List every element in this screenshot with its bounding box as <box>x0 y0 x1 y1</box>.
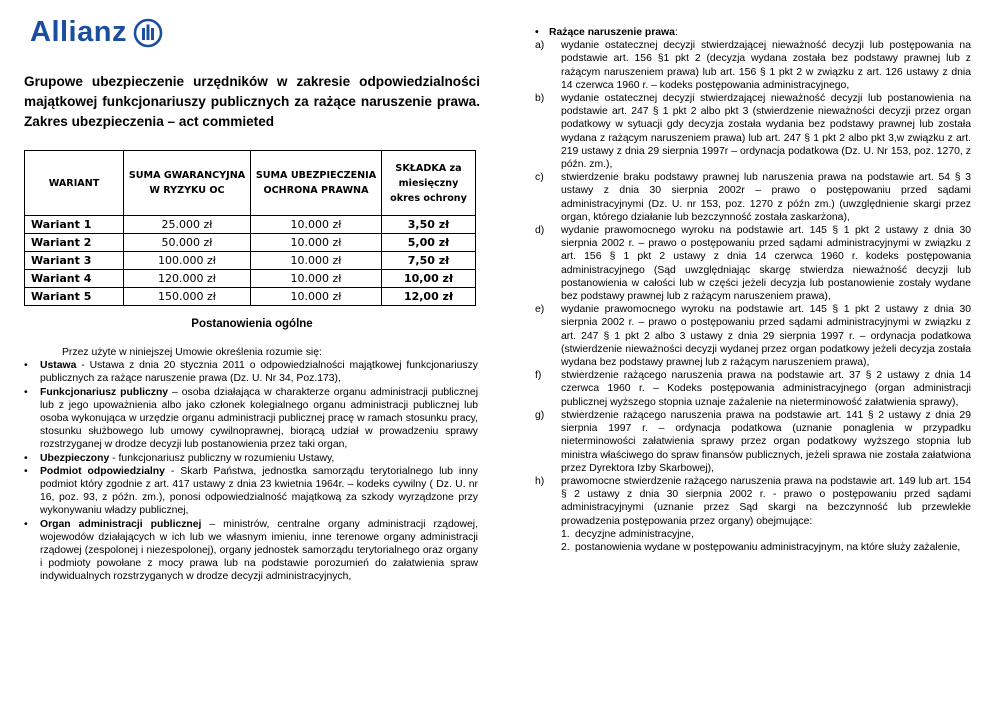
section-title: Postanowienia ogólne <box>191 318 313 330</box>
list-item <box>535 92 971 171</box>
list-item <box>24 359 478 385</box>
definition-text: - funkcjonariusz publiczny w rozumieniu Ustawy, <box>109 452 335 464</box>
premium: 7,50 zł <box>382 252 476 270</box>
item-label: a) <box>535 40 545 52</box>
variants-table <box>24 150 476 306</box>
violations-column <box>535 26 971 554</box>
header-skladka: SKŁADKA za miesięczny okres ochrony <box>382 151 476 216</box>
sum-oc: 120.000 zł <box>124 270 251 288</box>
list-item <box>24 518 478 584</box>
bullet-icon: • <box>24 452 28 464</box>
variant-name: Wariant 4 <box>25 270 124 288</box>
brand-name: Allianz <box>30 16 127 48</box>
bullet-icon: • <box>24 386 28 398</box>
item-text: stwierdzenie braku podstawy prawnej lub naruszenia prawa na podstawie art. 54 § 3 ustawy z dnia 30 sierpnia 2002r – prawo o postępowaniu przed sądami administracyjnymi (Dz. U. nr 153, poz. 1270 z późn zm.) (uwzględnienie skargi przez organ, którego działanie lub bezczynność została zaskarżona), <box>561 172 971 223</box>
table-header-row <box>25 151 476 216</box>
allianz-logo <box>30 16 163 49</box>
list-item <box>535 369 971 409</box>
header-suma-gwarancyjna: SUMA GWARANCYJNA W RYZYKU OC <box>124 151 251 216</box>
item-label: b) <box>535 93 545 105</box>
violations-heading <box>535 26 971 39</box>
item-label: c) <box>535 172 544 184</box>
item-text: wydanie ostatecznej decyzji stwierdzającej nieważność decyzji lub postanowienia na podstawie art. 247 § 1 pkt 2 albo pkt 3 (stwierdzenie nieważności decyzji przez organ podatkowy w sytuacji gdy decyzja została wydania bez podstawy prawnej lub została wydana z rażącym naruszeniem prawa) lub art. 247 § 1 pkt 2 albo pkt 3,w związku z art. 219 ustawy z dnia 29 sierpnia 1997r – ordynacja podatkowa (Dz. U. Nr 153, poz. 1270, z późn. zm.), <box>561 93 971 171</box>
list-item <box>535 171 971 224</box>
sum-oc: 25.000 zł <box>124 216 251 234</box>
variant-name: Wariant 1 <box>25 216 124 234</box>
list-item <box>535 39 971 92</box>
sum-legal: 10.000 zł <box>251 216 382 234</box>
list-item <box>535 475 971 554</box>
bullet-icon: • <box>24 360 28 372</box>
sub-item-text: decyzjne administracyjne, <box>575 528 694 540</box>
premium: 5,00 zł <box>382 234 476 252</box>
definition-text: – ministrów, centralne organy administracji rządowej, wojewodów działających w ich lub we własnym imieniu, inne terenowe organy administracji rządowej (zespolonej i niezespolonej), organy jednostek samorządu terytorialnego oraz organy i podmioty powołane z mocy prawa lub na podstawie porozumień do załatwienia spraw indywidualnych rozstrzyganych w drodze decyzji administracyjnych, <box>40 518 478 583</box>
item-label: g) <box>535 409 545 421</box>
definition-text: - Skarb Państwa, jednostka samorządu terytorialnego lub inny podmiot który zgodnie z art. 417 ustawy z dnia 23 kwietnia 1964r. – kodeks cywilny ( Dz. U. nr 16, poz. 93, z późn. zm.), ponosi odpowiedzialność majątkową za szkody wyrządzone przy wykonywaniu władzy publicznej, <box>40 465 478 517</box>
definition-text: – osoba działająca w charakterze organu administracji publicznej lub z jego upoważnienia albo jako członek kolegialnego organu administracji publicznej lub osoba wykonująca w urzędzie organu administracji publicznej pracę w ramach stosunku pracy, stosunku służbowego lub umowy cywilnoprawnej, biorącą udział w prowadzeniu sprawy rozstrzyganej w drodze decyzji lub postanowienia przez taki organ, <box>40 386 478 451</box>
item-text: wydanie prawomocnego wyroku na podstawie art. 145 § 1 pkt 2 ustawy z dnia 30 sierpnia 2002 r. – prawo o postępowaniu przed sądami administracyjnymi w związku z art. 247 § 1 pkt 2 albo 3 ustawy z dnia 29 sierpnia 1997 r. – ordynacja podatkowa (stwierdzenie nieważności decyzji wydanej przez organ podatkowy jeżeli decyzja została wydana bez podstawy prawnej lub z rażącym naruszeniem prawa), <box>561 304 971 369</box>
document-title-block <box>24 72 480 132</box>
sum-legal: 10.000 zł <box>251 234 382 252</box>
document-title: Grupowe ubezpieczenie urzędników w zakresie odpowiedzialności majątkowej funkcjonariuszy publicznych za rażące naruszenie prawa. Zakres ubezpieczenia – act commieted <box>24 74 480 129</box>
list-item <box>24 465 478 518</box>
definition-term: Ustawa <box>40 360 77 372</box>
header-suma-ubezpieczenia: SUMA UBEZPIECZENIA OCHRONA PRAWNA <box>251 151 382 216</box>
definition-text: - Ustawa z dnia 20 stycznia 2011 o odpowiedzialności majątkowej funkcjonariuszy publicznych za rażące naruszenie prawa (Dz. U. Nr 34, Poz.173), <box>40 360 478 385</box>
item-label: h) <box>535 475 545 487</box>
variant-name: Wariant 2 <box>25 234 124 252</box>
sub-item-label: 1. <box>561 528 570 540</box>
sum-legal: 10.000 zł <box>251 252 382 270</box>
definitions-intro: Przez użyte w niniejszej Umowie określenia rozumie się: <box>62 347 322 358</box>
table-row <box>25 234 476 252</box>
variant-name: Wariant 5 <box>25 288 124 306</box>
definitions-block <box>24 346 478 584</box>
list-item <box>535 409 971 475</box>
header-wariant: WARIANT <box>25 151 124 216</box>
violations-heading-colon: : <box>674 27 678 38</box>
sum-oc: 100.000 zł <box>124 252 251 270</box>
sum-oc: 50.000 zł <box>124 234 251 252</box>
item-label: d) <box>535 225 545 237</box>
item-text: stwierdzenie rażącego naruszenia prawa na podstawie art. 37 § 2 ustawy z dnia 14 czerwca 1960 r. – Kodeks postępowania administracyjnego (organ administracji publicznej wyższego stopnia uznaje zażalenie na nieterminowość załatwienia sprawy), <box>561 370 971 408</box>
list-item <box>535 224 971 303</box>
bullet-icon: • <box>535 27 539 38</box>
premium: 10,00 zł <box>382 270 476 288</box>
bullet-icon: • <box>24 465 28 477</box>
item-text: stwierdzenie rażącego naruszenia prawa na podstawie art. 141 § 2 ustawy z dnia 29 sierpnia 1997 r. – ordynacja podatkowa (uznanie ponaglenia w przypadku nieterminowości załatwienia sprawy przez organ podatkowy wyższego stopnia lub ministra właściwego do spraw finansów publicznych, jeżeli sprawa nie została załatwiona przez Dyrektora Izby Skarbowej), <box>561 409 971 474</box>
sum-legal: 10.000 zł <box>251 270 382 288</box>
item-text: prawomocne stwierdzenie rażącego naruszenia prawa na podstawie art. 149 lub art. 154 § 2 ustawy z dnia 30 sierpnia 2002 r. - prawo o postępowaniu przed sądami administracyjnymi (uznanie przez Sąd skargi na bezczynność lub przewlekłe prowadzenia postępowania przez organy) obejmujące: <box>561 475 971 527</box>
item-text: wydanie ostatecznej decyzji stwierdzającej nieważność decyzji lub postępowania na podstawie art. 156 §1 pkt 2 (decyzja wydana została bez podstawy prawnej lub z rażącym naruszeniem prawa) lub art. 156 § 1 pkt 2 w związku z art. 126 ustawy z dnia 14 czerwca 1960 r. – kodeks postępowania administracyjnego, <box>561 40 971 91</box>
item-label: f) <box>535 370 542 382</box>
sub-item-label: 2. <box>561 541 570 553</box>
sum-legal: 10.000 zł <box>251 288 382 306</box>
table-row <box>25 216 476 234</box>
table-row <box>25 270 476 288</box>
sub-item-text: postanowienia wydane w postępowaniu administracyjnym, na które służy zażalenie, <box>575 541 961 553</box>
definition-term: Organ administracji publicznej <box>40 518 202 530</box>
bullet-icon: • <box>24 518 28 530</box>
sub-list-item <box>561 541 971 554</box>
allianz-eagle-icon <box>133 18 163 48</box>
item-label: e) <box>535 304 545 316</box>
list-item <box>24 386 478 452</box>
definition-term: Podmiot odpowiedzialny <box>40 465 165 477</box>
premium: 12,00 zł <box>382 288 476 306</box>
list-item <box>535 303 971 369</box>
premium: 3,50 zł <box>382 216 476 234</box>
list-item <box>24 452 478 465</box>
item-text: wydanie prawomocnego wyroku na podstawie art. 145 § 1 pkt 2 ustawy z dnia 30 sierpnia 2002 r. – prawo o postępowaniu przed sądami administracyjnymi w związku z art. 156 § 1 pkt 2 ustawy z dnia 14 czerwca 1960 r. kodeks postępowania administracyjnego (Sąd uwzględniając skargę stwierdza nieważność decyzji lub postanowienia w całości lub w części jeżeli decyzja lub postanowienie zostały wydane bez podstawy prawnej lub z rażącym naruszeniem prawa), <box>561 225 971 303</box>
violations-heading-text: Rażące naruszenie prawa <box>549 27 675 38</box>
sub-list-item <box>561 528 971 541</box>
sum-oc: 150.000 zł <box>124 288 251 306</box>
table-row <box>25 288 476 306</box>
definition-term: Ubezpieczony <box>40 452 110 464</box>
definition-term: Funkcjonariusz publiczny <box>40 386 169 398</box>
variant-name: Wariant 3 <box>25 252 124 270</box>
table-row <box>25 252 476 270</box>
